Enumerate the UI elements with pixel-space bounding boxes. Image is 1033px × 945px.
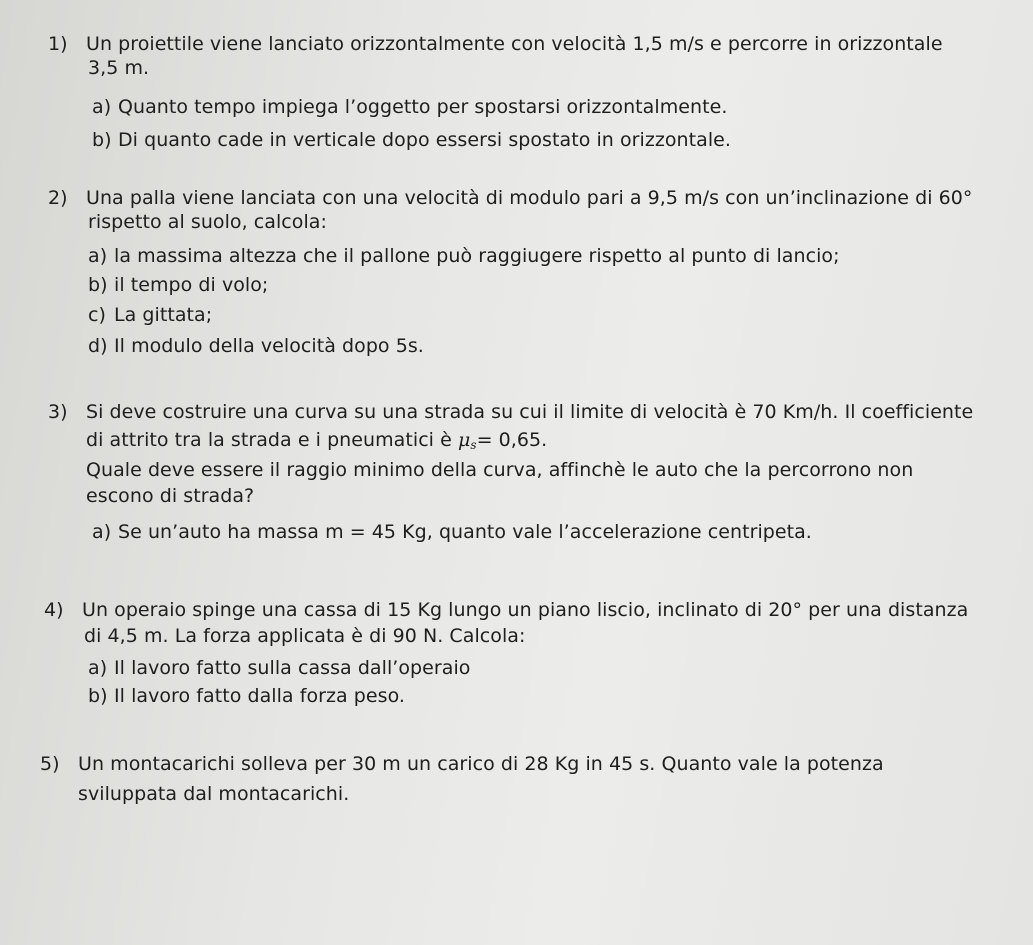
problem-2-line-2: rispetto al suolo, calcola:: [88, 211, 327, 233]
problem-3-item-a-text: Se un’auto ha massa m = 45 Kg, quanto vale l’accelerazione centripeta.: [118, 521, 812, 543]
problem-1-item-b-text: Di quanto cade in verticale dopo essersi spostato in orizzontale.: [118, 129, 732, 151]
problem-3-text-2-pre: di attrito tra la strada e i pneumatici è: [86, 429, 458, 451]
problem-2-item-d-label: d): [88, 335, 108, 357]
problem-3-line-2: [86, 428, 547, 457]
problem-3-text-1: Si deve costruire una curva su una strada su cui il limite di velocità è 70 Km/h. Il coefficiente: [86, 401, 974, 423]
problem-2-line-1: [48, 186, 972, 210]
problem-3-item-a: [92, 520, 812, 544]
problem-2-item-d-text: Il modulo della velocità dopo 5s.: [114, 335, 424, 357]
problem-2-item-b-label: b): [88, 274, 108, 296]
problem-1-item-a-text: Quanto tempo impiega l’oggetto per spostarsi orizzontalmente.: [118, 96, 728, 118]
problem-5-line-1: [40, 752, 884, 776]
problem-4-text-1: Un operaio spinge una cassa di 15 Kg lungo un piano liscio, inclinato di 20° per una distanza: [82, 599, 969, 621]
problem-1-item-b-label: b): [92, 129, 112, 151]
problem-5-text-1: Un montacarichi solleva per 30 m un carico di 28 Kg in 45 s. Quanto vale la potenza: [78, 753, 884, 775]
problem-2-item-a-label: a): [88, 245, 108, 267]
problem-5-line-2: sviluppata dal montacarichi.: [78, 783, 350, 805]
problem-4-item-b-text: Il lavoro fatto dalla forza peso.: [114, 685, 406, 707]
problem-2-item-b: [88, 273, 268, 297]
problem-1-item-a: [92, 95, 727, 119]
problem-3-item-a-label: a): [92, 521, 112, 543]
problem-2-text-1: Una palla viene lanciata con una velocità di modulo pari a 9,5 m/s con un’inclinazione di 60°: [86, 187, 973, 209]
problem-2-item-a: [88, 244, 840, 268]
problem-2-item-b-text: il tempo di volo;: [114, 274, 269, 296]
problem-1-line-1: [48, 32, 943, 56]
problem-2-item-d: [88, 334, 424, 358]
problem-3-text-2-post: = 0,65.: [476, 429, 548, 451]
problem-3-line-1: [48, 400, 973, 424]
problem-1-number: 1): [48, 33, 68, 55]
problem-4-number: 4): [44, 599, 64, 621]
problem-3-number: 3): [48, 401, 68, 423]
problem-2-number: 2): [48, 187, 68, 209]
problem-3-line-3: Quale deve essere il raggio minimo della curva, affinchè le auto che la percorrono non: [86, 459, 914, 481]
problem-1-text-1: Un proiettile viene lanciato orizzontalmente con velocità 1,5 m/s e percorre in orizzontale: [86, 33, 943, 55]
problem-2-item-c: [88, 303, 212, 327]
problem-5-number: 5): [40, 753, 60, 775]
problem-1-item-b: [92, 128, 731, 152]
problem-2-item-c-label: c): [88, 304, 106, 326]
problem-4-item-a: [88, 656, 470, 680]
problem-2-item-a-text: la massima altezza che il pallone può raggiugere rispetto al punto di lancio;: [114, 245, 840, 267]
problem-4-item-b-label: b): [88, 685, 108, 707]
problem-3-line-4: escono di strada?: [86, 485, 255, 507]
problem-1-line-2: 3,5 m.: [88, 57, 150, 79]
problem-4-line-2: di 4,5 m. La forza applicata è di 90 N. Calcola:: [84, 625, 526, 647]
problem-4-line-1: [44, 598, 968, 622]
mu-symbol: $\mu_s$: [457, 429, 477, 452]
problem-4-item-a-text: Il lavoro fatto sulla cassa dall’operaio: [114, 657, 471, 679]
problem-2-item-c-text: La gittata;: [114, 304, 213, 326]
problem-4-item-a-label: a): [88, 657, 108, 679]
problem-1-item-a-label: a): [92, 96, 112, 118]
problem-4-item-b: [88, 684, 405, 708]
